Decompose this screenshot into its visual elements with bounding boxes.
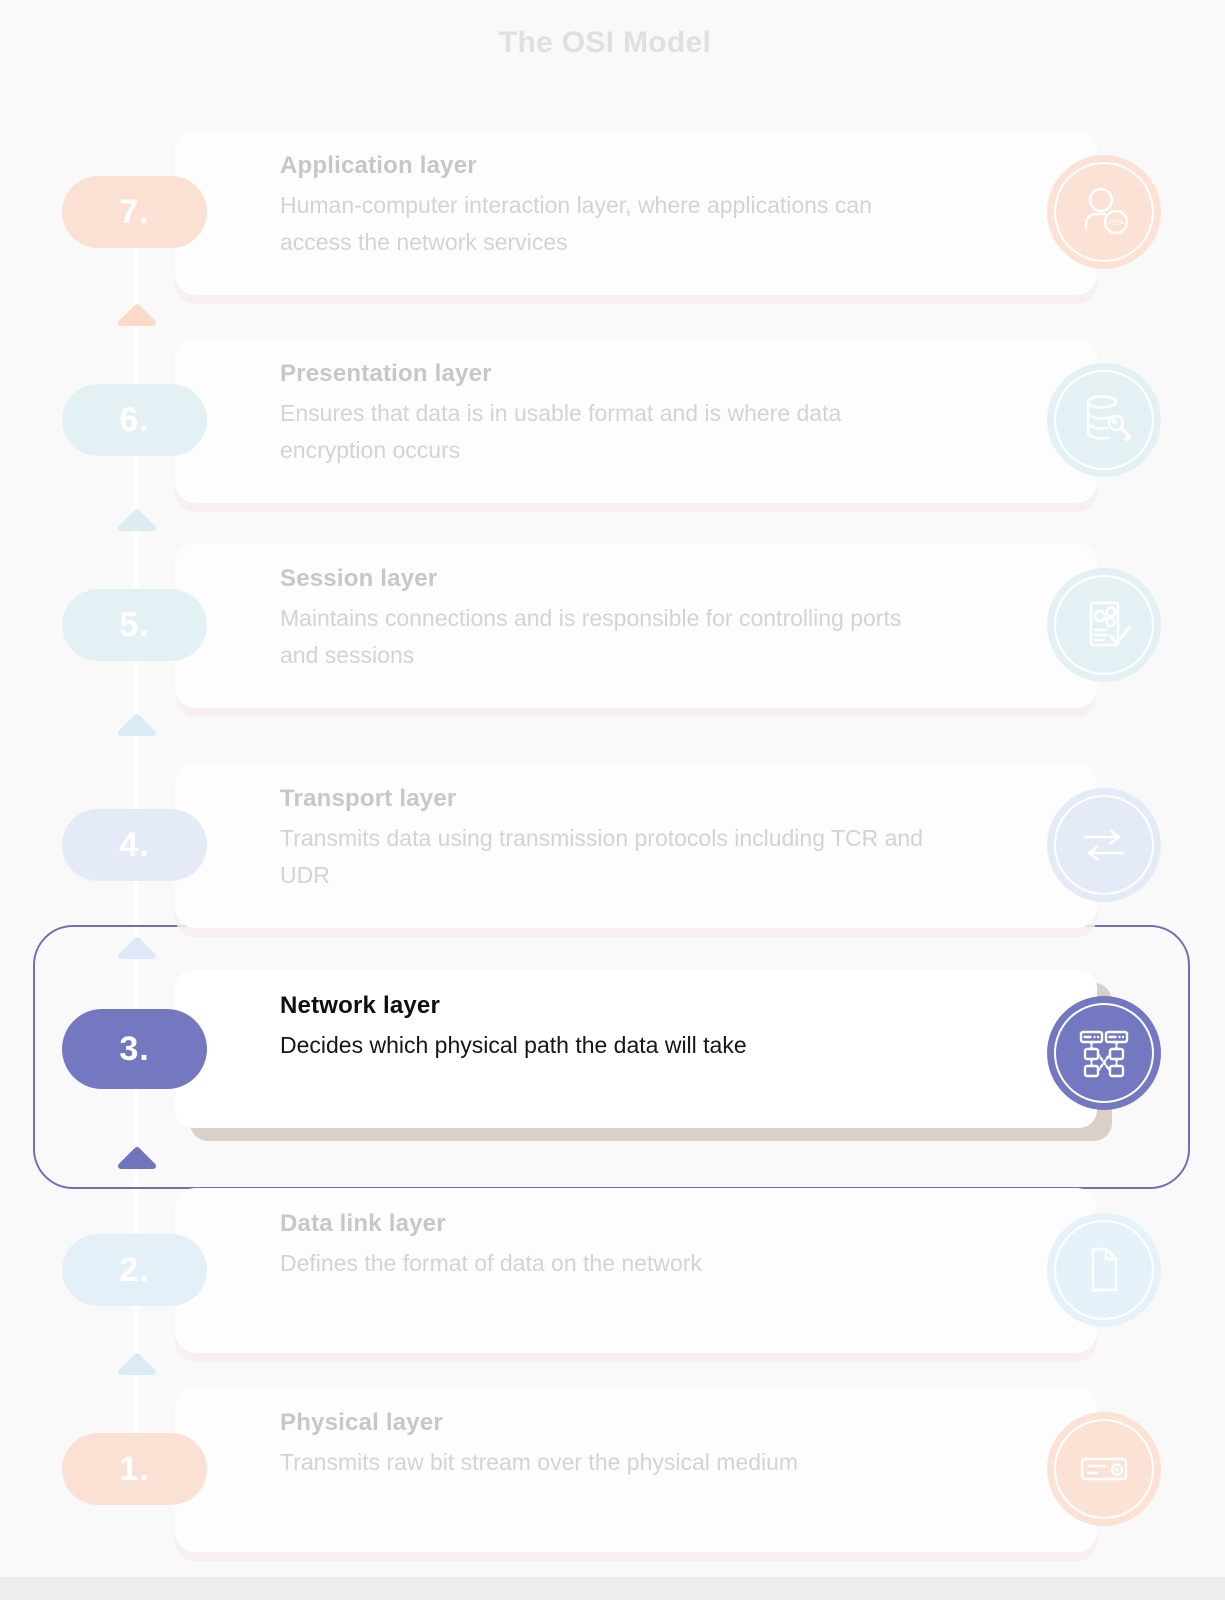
arrow-up-icon (117, 508, 157, 532)
layer-description: Transmits raw bit stream over the physical medium (280, 1449, 799, 1475)
layer-number-badge: 6. (62, 384, 207, 456)
document-gears-icon (1047, 568, 1161, 682)
layer-card (175, 130, 1097, 295)
layer-number-badge: 1. (62, 1433, 207, 1505)
user-code-icon (1047, 155, 1161, 269)
layer-number-badge: 4. (62, 809, 207, 881)
layer-row-network[interactable] (0, 970, 1225, 1128)
bottom-bar (0, 1577, 1225, 1600)
arrow-up-icon-selected (117, 1146, 157, 1170)
arrow-up-icon (117, 1352, 157, 1376)
file-icon (1047, 1213, 1161, 1327)
layer-title: Application layer (280, 152, 477, 179)
arrow-up-icon (117, 303, 157, 327)
layer-row-session[interactable] (0, 543, 1225, 708)
layer-description: Decides which physical path the data will take (280, 1032, 747, 1058)
layer-card (175, 763, 1097, 928)
transfer-arrows-icon (1047, 788, 1161, 902)
layer-row-physical[interactable] (0, 1387, 1225, 1552)
layer-card-selected (175, 970, 1097, 1128)
layer-description: Maintains connections and is responsible for controlling ports and sessions (280, 605, 902, 668)
layer-title: Data link layer (280, 1210, 446, 1237)
layer-description: Transmits data using transmission protocols including TCR and UDR (280, 825, 924, 888)
layer-row-transport[interactable] (0, 763, 1225, 928)
layer-number-badge: 2. (62, 1234, 207, 1306)
hardware-icon (1047, 1412, 1161, 1526)
network-nodes-icon (1047, 996, 1161, 1110)
layer-description: Human-computer interaction layer, where applications can access the network services (280, 192, 872, 255)
layer-title: Transport layer (280, 785, 457, 812)
svg-text:</>: </> (1108, 218, 1124, 229)
layer-number-badge: 3. (62, 1009, 207, 1089)
layer-title: Presentation layer (280, 360, 492, 387)
layer-title: Session layer (280, 565, 438, 592)
layer-description: Ensures that data is in usable format and is where data encryption occurs (280, 400, 842, 463)
layer-number-badge: 7. (62, 176, 207, 248)
layer-card (175, 1188, 1097, 1353)
layer-row-application[interactable] (0, 130, 1225, 295)
layer-number-badge: 5. (62, 589, 207, 661)
layer-row-data-link[interactable] (0, 1188, 1225, 1353)
layer-card (175, 338, 1097, 503)
layer-row-presentation[interactable] (0, 338, 1225, 503)
layer-card (175, 543, 1097, 708)
arrow-up-icon (117, 713, 157, 737)
layer-card (175, 1387, 1097, 1552)
layer-title: Network layer (280, 992, 441, 1019)
page-title: The OSI Model (498, 26, 712, 59)
layer-description: Defines the format of data on the network (280, 1250, 702, 1276)
database-key-icon (1047, 363, 1161, 477)
arrow-up-icon (117, 936, 157, 960)
layer-title: Physical layer (280, 1409, 443, 1436)
